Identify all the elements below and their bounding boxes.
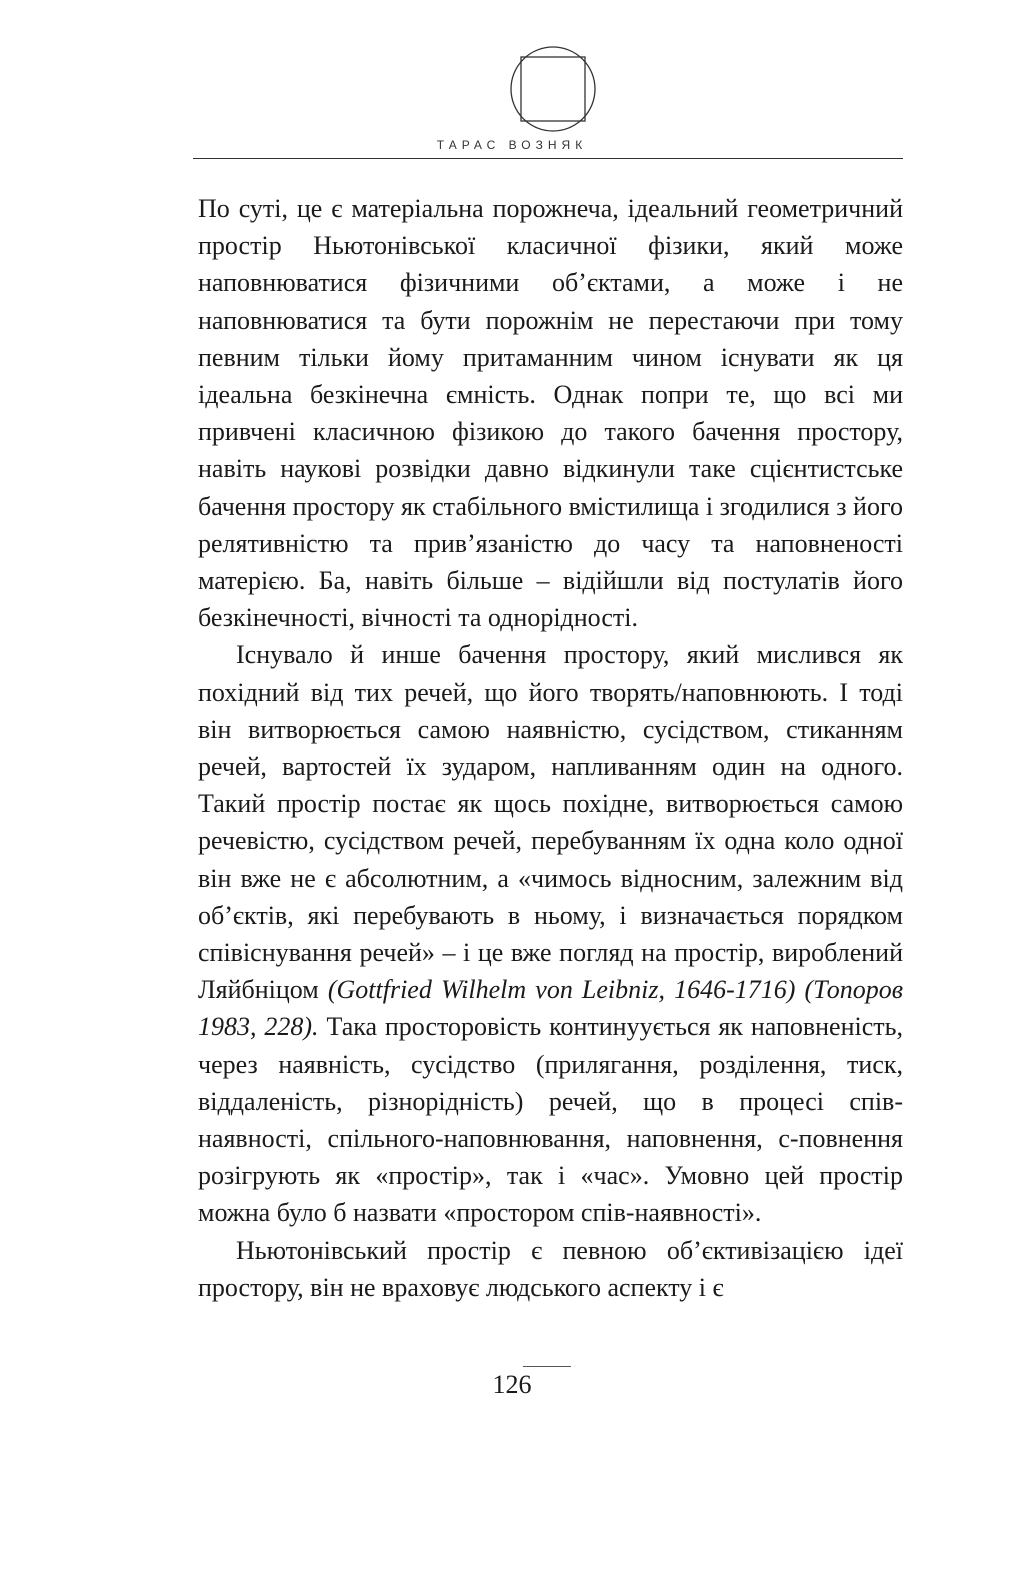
- header-divider: [193, 158, 903, 159]
- page-number-rule: [523, 1366, 571, 1367]
- page-number: 126: [492, 1370, 532, 1399]
- paragraph-3: Ньютонівський простір є певною об’єктивізацією ідеї простору, він не враховує людського аспекту і є: [198, 1235, 903, 1302]
- paragraph-2-text-start: Існувало й инше бачення простору, який мислився як похідний від тих речей, що його творять/наповнюють. І тоді він витворюється самою наявністю, сусідством, стиканням речей, вартостей їх зударом, напливанням один на одного. Такий простір постає як щось похідне, витворюється самою речевістю, сусідством речей, перебуванням їх одна коло одної він вже не є абсолютним, а «чимось відносним, залежним від об’єктів, які перебувають в ньому, і визначається порядком співіснування речей» – і це вже погляд на простір, вироблений Ляйбніцом: [198, 640, 903, 1005]
- paragraph-2-text-end: Така просторовість континуується як наповненість, через наявність, сусідство (прилягання, розділення, тиск, віддаленість, різнорідність) речей, що в процесі спів-наявності, спільного-наповнювання, наповнення, с-повнення розігрують як «простір», так і «час». Умовно цей простір можна було б назвати «простором спів-наявності».: [198, 1012, 903, 1228]
- citation-italic: (Gottfried Wilhelm von Leibniz, 1646-1716) (Топоров 1983, 228).: [198, 975, 903, 1042]
- paragraph-1: По суті, це є матеріальна порожнеча, ідеальний геометричний простір Ньютонівської класичної фізики, який може наповнюватися фізичними об’єктами, а може і не наповнюватися та бути порожнім не перестаючи при тому певним тільки йому притаманним чином існувати як ця ідеальна безкінечна ємність. Однак попри те, що всі ми привчені класичною фізикою до такого бачення простору, навіть наукові розвідки давно відкинули таке сцієнтистське бачення простору як стабільного вмістилища і згодилися з його релятивністю та прив’язаністю до часу та наповненості матерією. Ба, навіть більше – відійшли від постулатів його безкінечності, вічності та однорідності.: [198, 194, 903, 633]
- page-body: [198, 190, 903, 1306]
- running-head: ТАРАС ВОЗНЯК: [436, 138, 588, 152]
- circle-square-emblem-icon: [508, 44, 598, 134]
- paragraph-2: [198, 636, 903, 1231]
